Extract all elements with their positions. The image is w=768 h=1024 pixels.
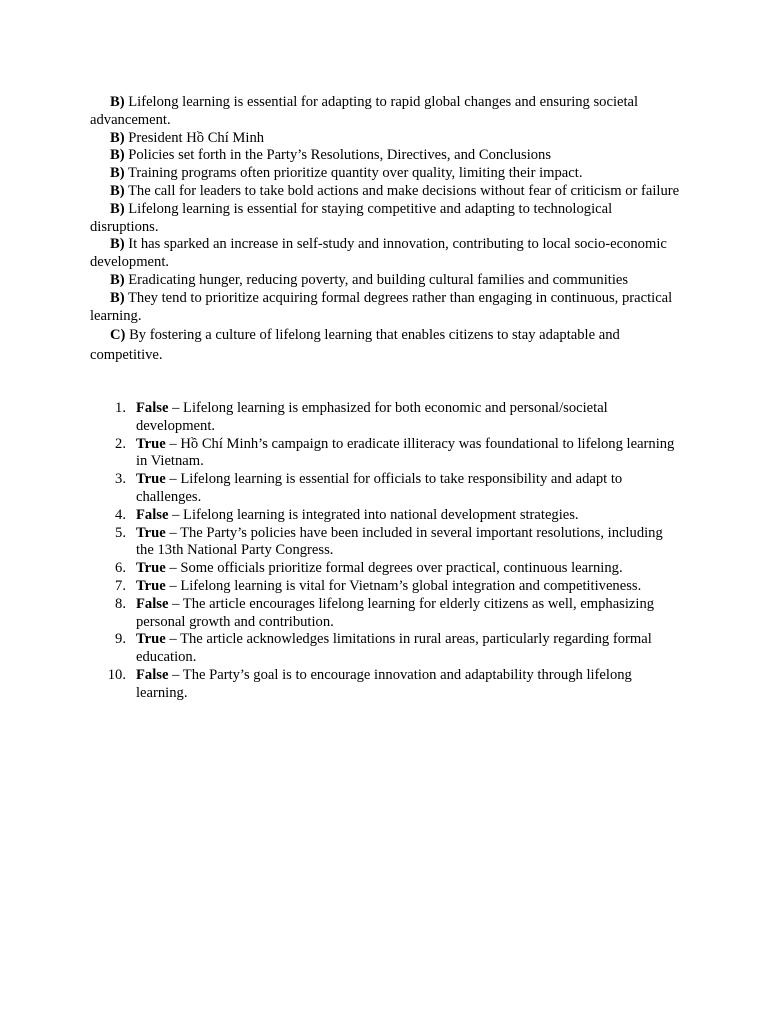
mcq-answer xyxy=(90,272,680,290)
mcq-answer xyxy=(90,325,680,365)
verdict: True xyxy=(136,435,166,452)
explanation: – The Party’s policies have been included in several important resolutions, including the 13th National Party Congress. xyxy=(136,524,663,559)
item-number: 6. xyxy=(115,560,126,577)
verdict: False xyxy=(136,666,169,683)
answer-letter: B) xyxy=(110,236,125,253)
answer-letter: B) xyxy=(110,129,125,146)
mcq-answer xyxy=(90,201,680,237)
tf-answer xyxy=(90,631,680,667)
answer-text: Lifelong learning is essential for staying competitive and adapting to technological disruptions. xyxy=(90,200,613,235)
item-number: 4. xyxy=(115,506,126,523)
answer-letter: B) xyxy=(110,147,125,164)
tf-answer xyxy=(90,507,680,525)
tf-answer xyxy=(90,471,680,507)
answer-text: The call for leaders to take bold actions and make decisions without fear of criticism or failure xyxy=(127,182,680,199)
mcq-answer xyxy=(90,130,680,148)
mcq-answer xyxy=(90,183,680,201)
answer-text: Training programs often prioritize quantity over quality, limiting their impact. xyxy=(127,165,583,182)
mcq-answer xyxy=(90,236,680,272)
explanation: – The article encourages lifelong learning for elderly citizens as well, emphasizing personal growth and contribution. xyxy=(136,595,655,630)
answer-text: Lifelong learning is essential for adapting to rapid global changes and ensuring societal advancement. xyxy=(90,94,639,128)
explanation: – Some officials prioritize formal degrees over practical, continuous learning. xyxy=(169,560,623,577)
answer-letter: C) xyxy=(110,327,126,344)
verdict: True xyxy=(136,631,166,648)
explanation: – Lifelong learning is integrated into national development strategies. xyxy=(172,506,579,523)
item-number: 2. xyxy=(115,435,126,452)
item-number: 1. xyxy=(115,400,126,416)
tf-answer xyxy=(90,667,680,703)
explanation: – Lifelong learning is essential for officials to take responsibility and adapt to challenges. xyxy=(136,471,623,505)
item-number: 3. xyxy=(115,471,126,488)
explanation: – The article acknowledges limitations in rural areas, particularly regarding formal education. xyxy=(136,631,652,666)
multiple-choice-answers xyxy=(90,94,680,365)
item-number: 5. xyxy=(115,524,126,541)
answer-letter: B) xyxy=(110,289,125,306)
answer-letter: B) xyxy=(110,271,125,288)
mcq-answer xyxy=(90,165,680,183)
answer-letter: B) xyxy=(110,165,125,182)
explanation: – The Party’s goal is to encourage innovation and adaptability through lifelong learning. xyxy=(136,666,632,701)
tf-answer xyxy=(90,560,680,578)
answer-text: By fostering a culture of lifelong learning that enables citizens to stay adaptable and competitive. xyxy=(90,327,620,364)
verdict: True xyxy=(136,560,166,577)
tf-answer xyxy=(90,578,680,596)
answer-text: They tend to prioritize acquiring formal degrees rather than engaging in continuous, practical learning. xyxy=(90,289,673,324)
explanation: – Lifelong learning is emphasized for both economic and personal/societal development. xyxy=(136,400,608,434)
mcq-answer xyxy=(90,290,680,326)
answer-text: Policies set forth in the Party’s Resolutions, Directives, and Conclusions xyxy=(128,147,552,164)
item-number: 8. xyxy=(115,595,126,612)
verdict: False xyxy=(136,506,169,523)
true-false-answers xyxy=(90,400,680,703)
tf-answer xyxy=(90,436,680,472)
verdict: True xyxy=(136,471,166,488)
item-number: 10. xyxy=(107,666,126,683)
verdict: True xyxy=(136,577,166,594)
tf-answer xyxy=(90,596,680,632)
verdict: False xyxy=(136,400,169,416)
answer-letter: B) xyxy=(110,94,125,110)
answer-text: Eradicating hunger, reducing poverty, and building cultural families and communities xyxy=(128,271,629,288)
tf-answer xyxy=(90,525,680,561)
explanation: – Hồ Chí Minh’s campaign to eradicate illiteracy was foundational to lifelong learning in Vietnam. xyxy=(136,435,675,470)
item-number: 7. xyxy=(115,577,126,594)
answer-text: It has sparked an increase in self-study and innovation, contributing to local socio-economic development. xyxy=(90,236,667,271)
answer-text: President Hồ Chí Minh xyxy=(128,129,265,146)
explanation: – Lifelong learning is vital for Vietnam’s global integration and competitiveness. xyxy=(169,577,642,594)
mcq-answer xyxy=(90,147,680,165)
verdict: True xyxy=(136,524,166,541)
answer-letter: B) xyxy=(110,182,125,199)
answer-letter: B) xyxy=(110,200,125,217)
verdict: False xyxy=(136,595,169,612)
item-number: 9. xyxy=(115,631,126,648)
tf-answer xyxy=(90,400,680,436)
mcq-answer xyxy=(90,94,680,130)
